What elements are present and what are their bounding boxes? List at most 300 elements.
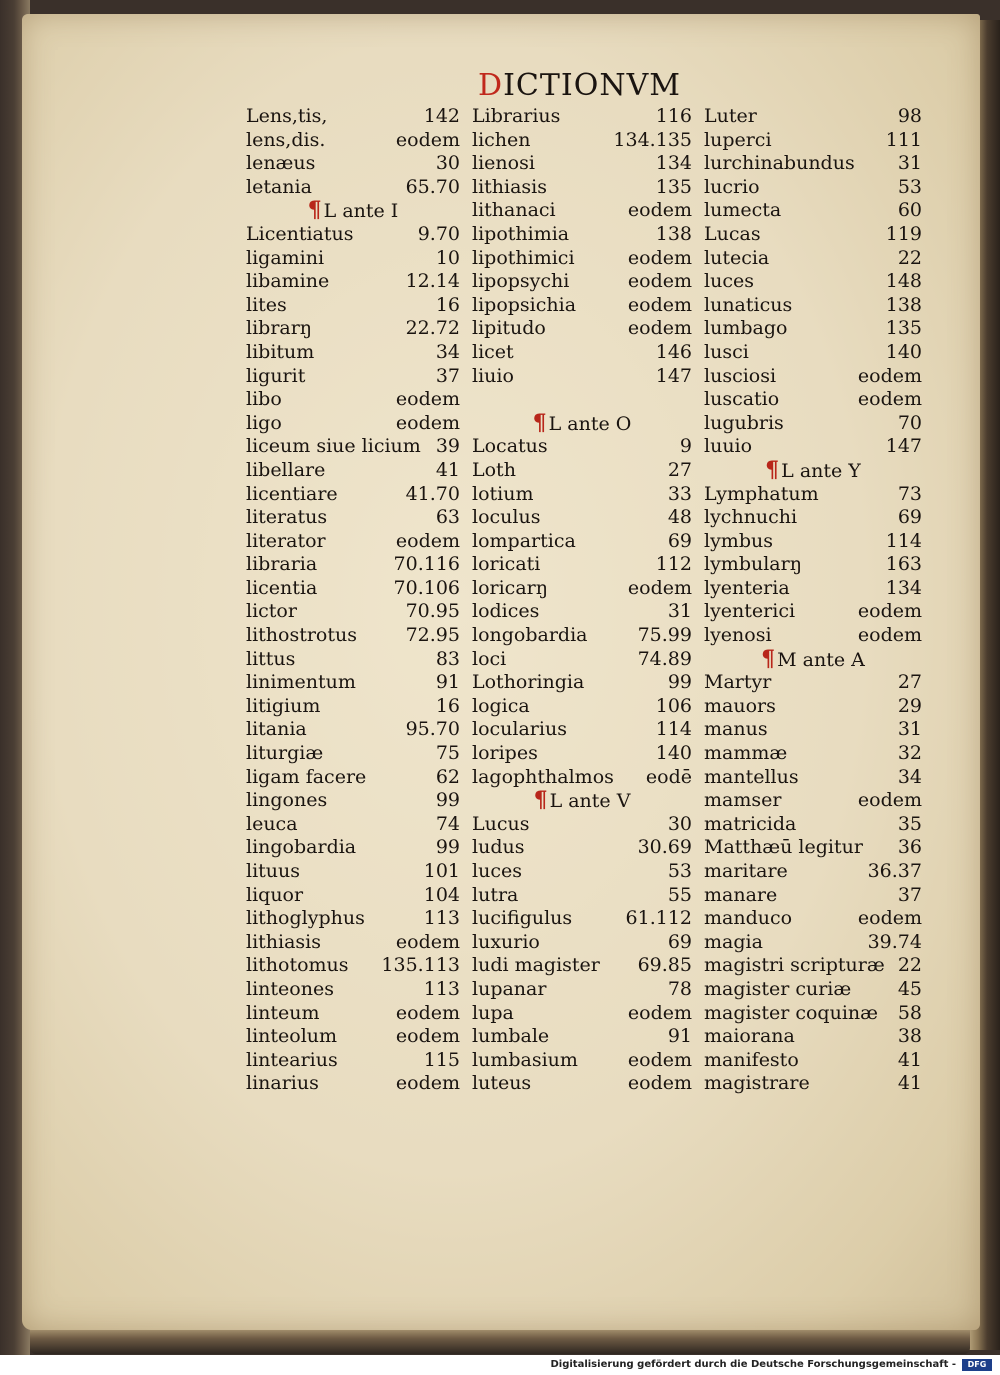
entry-term: lumbale <box>472 1025 550 1048</box>
entry-page-ref: 53 <box>667 860 692 882</box>
entry-page-ref: eodem <box>857 364 922 387</box>
entry-term: literatus <box>246 506 328 529</box>
index-entry <box>246 718 460 742</box>
entry-page-ref: 30.69 <box>637 836 692 859</box>
dfg-logo: DFG <box>962 1359 992 1371</box>
entry-page-ref: 70.116 <box>393 553 460 576</box>
index-entry <box>704 105 922 129</box>
index-entry <box>246 412 460 436</box>
entry-term: lithoglyphus <box>246 907 365 930</box>
entry-term: manare <box>704 883 778 906</box>
index-entry <box>472 577 692 601</box>
entry-term: lienosi <box>472 152 535 175</box>
entry-term: magistri scripturæ <box>704 954 885 977</box>
entry-page-ref: eodem <box>395 388 460 411</box>
entry-term: loripes <box>472 742 538 765</box>
entry-page-ref: 99 <box>435 836 460 859</box>
entry-page-ref: 113 <box>423 977 460 1000</box>
entry-page-ref: eodem <box>857 789 922 812</box>
entry-page-ref: 99 <box>435 789 460 812</box>
entry-term: lupanar <box>472 977 547 1000</box>
entry-term: maiorana <box>704 1025 795 1048</box>
index-entry <box>704 506 922 530</box>
index-entry <box>704 884 922 908</box>
entry-page-ref: eodem <box>627 317 692 340</box>
index-entry <box>472 648 692 672</box>
entry-page-ref: 115 <box>423 1048 460 1071</box>
entry-page-ref: 163 <box>885 553 922 576</box>
entry-page-ref: 142 <box>423 105 460 127</box>
entry-page-ref: 63 <box>435 506 460 529</box>
entry-term: lucrio <box>704 175 760 198</box>
entry-page-ref: 31 <box>667 600 692 623</box>
entry-term: luuio <box>704 435 753 458</box>
entry-page-ref: eodem <box>627 1001 692 1024</box>
entry-page-ref: 138 <box>885 293 922 316</box>
bottom-edge <box>30 1326 970 1354</box>
index-entry <box>704 742 922 766</box>
entry-term: logica <box>472 694 530 717</box>
entry-page-ref: 27 <box>667 458 692 481</box>
entry-term: lipopsychi <box>472 270 570 293</box>
entry-term: mammæ <box>704 742 788 765</box>
index-entry <box>704 718 922 742</box>
entry-term: Lens,tis, <box>246 105 328 127</box>
entry-page-ref: 34 <box>897 765 922 788</box>
index-entry <box>246 294 460 318</box>
entry-term: lipopsichia <box>472 293 577 316</box>
entry-term: lyenterici <box>704 600 796 623</box>
index-entry <box>246 176 460 200</box>
entry-page-ref: 62 <box>435 765 460 788</box>
entry-page-ref: eodem <box>627 1072 692 1095</box>
entry-term: ligamini <box>246 246 325 269</box>
entry-page-ref: 37 <box>435 364 460 387</box>
entry-term: licentia <box>246 576 318 599</box>
col3-block-c <box>704 671 922 1096</box>
index-entry <box>472 954 692 978</box>
entry-term: licet <box>472 340 514 363</box>
index-entry <box>472 718 692 742</box>
index-entry <box>472 483 692 507</box>
entry-term: lutecia <box>704 246 770 269</box>
index-entry <box>246 553 460 577</box>
entry-page-ref: 98 <box>897 105 922 127</box>
entry-page-ref: 70.106 <box>393 576 460 599</box>
entry-page-ref: 45 <box>897 977 922 1000</box>
index-entry <box>704 789 922 813</box>
entry-term: lithiasis <box>472 175 548 198</box>
index-entry <box>704 435 922 459</box>
entry-term: linimentum <box>246 671 356 694</box>
entry-page-ref: 75.99 <box>637 624 692 647</box>
entry-page-ref: eodem <box>857 907 922 930</box>
entry-page-ref: 104 <box>423 883 460 906</box>
entry-term: lites <box>246 293 287 316</box>
entry-term: litigium <box>246 694 321 717</box>
pilcrow-icon: ¶ <box>532 409 547 436</box>
entry-term: liquor <box>246 883 304 906</box>
entry-term: Martyr <box>704 671 772 694</box>
index-entry <box>246 1072 460 1096</box>
index-entry <box>704 954 922 978</box>
entry-term: lithiasis <box>246 930 322 953</box>
index-entry <box>704 813 922 837</box>
index-entry <box>246 624 460 648</box>
entry-term: lipothimici <box>472 246 575 269</box>
index-entry <box>246 907 460 931</box>
index-entry <box>704 766 922 790</box>
entry-term: lugubris <box>704 411 784 434</box>
entry-term: libellare <box>246 458 326 481</box>
index-entry <box>246 388 460 412</box>
section-heading-l-ante-i <box>246 199 460 223</box>
entry-page-ref: 69 <box>897 506 922 529</box>
entry-term: Lucus <box>472 812 530 835</box>
entry-term: Loth <box>472 458 516 481</box>
entry-page-ref: 135.113 <box>381 954 460 977</box>
section-heading-label: L ante Y <box>781 459 861 482</box>
entry-term: ludi magister <box>472 954 600 977</box>
index-entry <box>246 648 460 672</box>
entry-term: ludus <box>472 836 525 859</box>
entry-term: maritare <box>704 860 788 882</box>
entry-page-ref: eodem <box>857 624 922 647</box>
entry-page-ref: 70.95 <box>405 600 460 623</box>
entry-term: librarŋ <box>246 317 313 340</box>
entry-page-ref: 9.70 <box>417 222 460 245</box>
index-column-3 <box>704 105 922 1096</box>
index-entry <box>704 341 922 365</box>
entry-term: lymbus <box>704 529 773 552</box>
index-entry <box>472 459 692 483</box>
entry-term: lithostrotus <box>246 624 357 647</box>
index-entry <box>704 199 922 223</box>
index-entry <box>704 624 922 648</box>
entry-page-ref: 135 <box>885 317 922 340</box>
index-entry <box>246 483 460 507</box>
entry-term: lichen <box>472 128 531 151</box>
entry-page-ref: 106 <box>655 694 692 717</box>
index-entry <box>246 317 460 341</box>
index-entry <box>246 129 460 153</box>
entry-page-ref: 41 <box>435 458 460 481</box>
index-entry <box>704 483 922 507</box>
entry-term: lucifigulus <box>472 907 573 930</box>
entry-page-ref: 140 <box>885 340 922 363</box>
entry-term: luxurio <box>472 930 540 953</box>
entry-term: littus <box>246 647 296 670</box>
index-entry <box>246 600 460 624</box>
entry-page-ref: 114 <box>655 718 692 741</box>
entry-term: magistrare <box>704 1072 810 1095</box>
entry-term: lithotomus <box>246 954 349 977</box>
index-entry <box>472 742 692 766</box>
index-entry <box>246 1002 460 1026</box>
header-rest: ICTIONVM <box>503 68 681 103</box>
index-entry <box>472 695 692 719</box>
index-entry <box>472 766 692 790</box>
pilcrow-icon: ¶ <box>765 456 780 483</box>
entry-term: mantellus <box>704 765 799 788</box>
index-entry <box>472 247 692 271</box>
entry-page-ref: 69 <box>667 529 692 552</box>
entry-term: lompartica <box>472 529 576 552</box>
entry-page-ref: 113 <box>423 907 460 930</box>
entry-term: lipothimia <box>472 222 570 245</box>
entry-term: lusci <box>704 340 749 363</box>
entry-page-ref: 140 <box>655 742 692 765</box>
entry-term: Lymphatum <box>704 482 819 505</box>
index-entry <box>472 813 692 837</box>
entry-term: Lucas <box>704 222 761 245</box>
index-entry <box>704 530 922 554</box>
entry-page-ref: eodem <box>395 1025 460 1048</box>
entry-page-ref: 83 <box>435 647 460 670</box>
entry-page-ref: 147 <box>885 435 922 458</box>
blank-line <box>472 388 692 412</box>
index-entry <box>704 294 922 318</box>
entry-term: lingobardia <box>246 836 357 859</box>
entry-page-ref: 99 <box>667 671 692 694</box>
entry-page-ref: eodem <box>627 246 692 269</box>
index-entry <box>246 931 460 955</box>
entry-term: loricarŋ <box>472 576 548 599</box>
entry-term: lymbularŋ <box>704 553 802 576</box>
index-entry <box>472 270 692 294</box>
index-entry <box>704 600 922 624</box>
entry-term: ligurit <box>246 364 306 387</box>
index-entry <box>246 506 460 530</box>
entry-page-ref: 30 <box>667 812 692 835</box>
entry-page-ref: eodem <box>395 529 460 552</box>
entry-page-ref: 147 <box>655 364 692 387</box>
entry-page-ref: 41 <box>897 1048 922 1071</box>
entry-page-ref: eodem <box>395 1072 460 1095</box>
index-entry <box>472 836 692 860</box>
entry-term: libamine <box>246 270 330 293</box>
index-entry <box>472 1002 692 1026</box>
index-entry <box>704 1049 922 1073</box>
entry-page-ref: 61.112 <box>625 907 692 930</box>
entry-term: lupa <box>472 1001 514 1024</box>
entry-page-ref: 48 <box>667 506 692 529</box>
entry-term: licentiare <box>246 482 338 505</box>
entry-term: loci <box>472 647 507 670</box>
entry-term: libo <box>246 388 282 411</box>
entry-term: lotium <box>472 482 534 505</box>
entry-term: lumbasium <box>472 1048 578 1071</box>
index-entry <box>704 176 922 200</box>
index-entry <box>704 978 922 1002</box>
index-entry <box>246 152 460 176</box>
index-entry <box>472 553 692 577</box>
entry-term: linarius <box>246 1072 319 1095</box>
entry-page-ref: 74.89 <box>637 647 692 670</box>
entry-page-ref: eodem <box>627 576 692 599</box>
index-entry <box>472 860 692 884</box>
entry-term: lintearius <box>246 1048 338 1071</box>
entry-term: lumbago <box>704 317 788 340</box>
index-entry <box>704 247 922 271</box>
entry-term: liuio <box>472 364 514 387</box>
index-entry <box>246 435 460 459</box>
entry-term: Locatus <box>472 435 548 458</box>
entry-term: luces <box>472 860 522 882</box>
entry-term: lituus <box>246 860 301 882</box>
index-entry <box>472 294 692 318</box>
entry-page-ref: 95.70 <box>405 718 460 741</box>
entry-page-ref: 12.14 <box>405 270 460 293</box>
entry-page-ref: 22.72 <box>405 317 460 340</box>
entry-term: libitum <box>246 340 315 363</box>
index-entry <box>246 1025 460 1049</box>
entry-page-ref: 53 <box>897 175 922 198</box>
entry-page-ref: eodem <box>627 270 692 293</box>
entry-page-ref: 101 <box>423 860 460 882</box>
index-entry <box>704 365 922 389</box>
index-entry <box>246 341 460 365</box>
entry-page-ref: 31 <box>897 718 922 741</box>
index-entry <box>472 435 692 459</box>
page-header <box>478 66 688 106</box>
index-entry <box>472 506 692 530</box>
index-entry <box>472 341 692 365</box>
index-entry <box>704 553 922 577</box>
index-entry <box>246 270 460 294</box>
entry-term: linteolum <box>246 1025 338 1048</box>
index-entry <box>246 742 460 766</box>
entry-page-ref: 29 <box>897 694 922 717</box>
entry-term: lagophthalmos <box>472 765 614 788</box>
index-entry <box>704 695 922 719</box>
entry-term: lychnuchi <box>704 506 798 529</box>
index-entry <box>704 129 922 153</box>
entry-page-ref: 41 <box>897 1072 922 1095</box>
index-entry <box>704 931 922 955</box>
entry-page-ref: eodem <box>395 930 460 953</box>
digitization-footer <box>0 1355 1000 1375</box>
index-entry <box>472 129 692 153</box>
entry-term: lutra <box>472 883 519 906</box>
index-entry <box>704 270 922 294</box>
index-entry <box>246 530 460 554</box>
entry-term: liceum siue licium <box>246 435 421 458</box>
entry-page-ref: 22 <box>897 246 922 269</box>
index-entry <box>704 671 922 695</box>
section-heading-label: L ante O <box>548 412 632 435</box>
entry-page-ref: 41.70 <box>405 482 460 505</box>
entry-page-ref: 91 <box>435 671 460 694</box>
index-entry <box>704 152 922 176</box>
entry-page-ref: eodem <box>857 600 922 623</box>
entry-term: Licentiatus <box>246 222 354 245</box>
entry-term: libraria <box>246 553 318 576</box>
entry-term: magister coquinæ <box>704 1001 878 1024</box>
entry-page-ref: 112 <box>655 553 692 576</box>
index-entry <box>246 247 460 271</box>
entry-term: manus <box>704 718 768 741</box>
entry-term: luscatio <box>704 388 780 411</box>
index-entry <box>472 671 692 695</box>
entry-term: lipitudo <box>472 317 546 340</box>
entry-page-ref: 58 <box>897 1001 922 1024</box>
section-heading-l-ante-v <box>472 789 692 813</box>
index-entry <box>704 1025 922 1049</box>
header-initial: D <box>478 68 504 103</box>
entry-term: loculus <box>472 506 541 529</box>
entry-term: lictor <box>246 600 297 623</box>
pilcrow-icon: ¶ <box>533 787 548 814</box>
entry-term: manifesto <box>704 1048 799 1071</box>
index-entry <box>472 931 692 955</box>
entry-page-ref: 60 <box>897 199 922 222</box>
index-entry <box>472 600 692 624</box>
index-entry <box>246 1049 460 1073</box>
pilcrow-icon: ¶ <box>761 645 776 672</box>
entry-page-ref: 36 <box>897 836 922 859</box>
entry-page-ref: 148 <box>885 270 922 293</box>
index-entry <box>246 695 460 719</box>
entry-term: lumecta <box>704 199 782 222</box>
entry-term: magia <box>704 930 763 953</box>
index-column-1 <box>246 105 460 1096</box>
entry-term: liturgiæ <box>246 742 324 765</box>
entry-page-ref: 134 <box>655 152 692 175</box>
entry-page-ref: 16 <box>435 293 460 316</box>
entry-page-ref: 38 <box>897 1025 922 1048</box>
entry-term: loricati <box>472 553 541 576</box>
index-entry <box>704 412 922 436</box>
index-entry <box>704 1072 922 1096</box>
index-entry <box>246 459 460 483</box>
entry-page-ref: 27 <box>897 671 922 694</box>
index-entry <box>472 1049 692 1073</box>
col3-block-a <box>704 105 922 459</box>
entry-term: litania <box>246 718 307 741</box>
entry-page-ref: 72.95 <box>405 624 460 647</box>
entry-term: mauors <box>704 694 776 717</box>
entry-term: linteones <box>246 977 334 1000</box>
entry-page-ref: 75 <box>435 742 460 765</box>
entry-page-ref: eodem <box>857 388 922 411</box>
section-heading-label: M ante A <box>777 648 865 671</box>
entry-term: lyenteria <box>704 576 790 599</box>
entry-page-ref: 39 <box>435 435 460 458</box>
index-entry <box>246 365 460 389</box>
entry-term: ligo <box>246 411 282 434</box>
col1-block-a <box>246 105 460 199</box>
index-entry <box>246 577 460 601</box>
entry-term: lens,dis. <box>246 128 326 151</box>
index-entry <box>472 1025 692 1049</box>
entry-page-ref: 55 <box>667 883 692 906</box>
index-entry <box>704 860 922 884</box>
entry-page-ref: 9 <box>679 435 692 458</box>
entry-page-ref: 119 <box>885 222 922 245</box>
entry-term: lingones <box>246 789 328 812</box>
entry-term: manduco <box>704 907 793 930</box>
entry-page-ref: eodem <box>395 411 460 434</box>
entry-page-ref: 30 <box>435 152 460 175</box>
entry-term: linteum <box>246 1001 320 1024</box>
entry-term: lenæus <box>246 152 316 175</box>
section-heading-label: L ante V <box>549 790 631 813</box>
index-entry <box>704 223 922 247</box>
entry-page-ref: 37 <box>897 883 922 906</box>
entry-page-ref: 74 <box>435 812 460 835</box>
entry-page-ref: eodem <box>395 128 460 151</box>
